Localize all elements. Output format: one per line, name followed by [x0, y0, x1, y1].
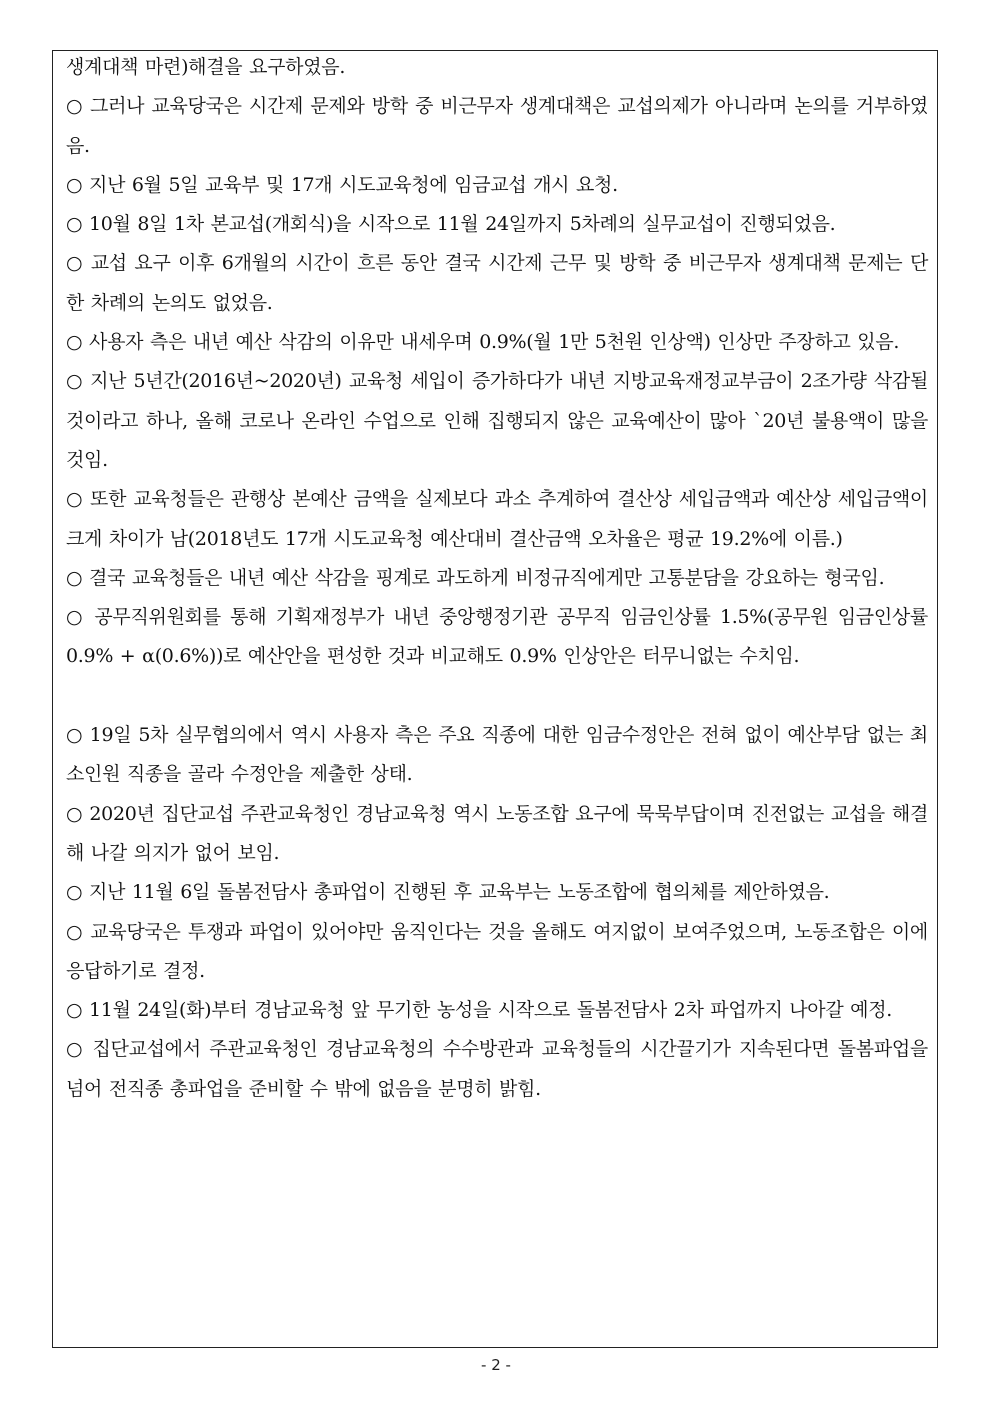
- paragraph: ○ 또한 교육청들은 관행상 본예산 금액을 실제보다 과소 추계하여 결산상 세입금액과 예산상 세입금액이 크게 차이가 남(2018년도 17개 시도교육청 예산대비 결산금액 오차율은 평균 19.2%에 이름.): [66, 488, 928, 550]
- paragraph: 생계대책 마련)해결을 요구하였음.: [66, 56, 346, 78]
- paragraph: ○ 지난 6월 5일 교육부 및 17개 시도교육청에 임금교섭 개시 요청.: [66, 173, 618, 196]
- page-number: - 2 -: [481, 1356, 511, 1374]
- paragraph: ○ 그러나 교육당국은 시간제 문제와 방학 중 비근무자 생계대책은 교섭의제가 아니라며 논의를 거부하였음.: [66, 95, 928, 157]
- blank-line: [66, 677, 928, 716]
- paragraph: ○ 사용자 측은 내년 예산 삭감의 이유만 내세우며 0.9%(월 1만 5천원 인상액) 인상만 주장하고 있음.: [66, 331, 900, 354]
- paragraph: ○ 지난 5년간(2016년~2020년) 교육청 세입이 증가하다가 내년 지방교육재정교부금이 2조가량 삭감될 것이라고 하나, 올해 코로나 온라인 수업으로 인해 집행되지 않은 교육예산이 많아 `20년 불용액이 많을 것임.: [66, 370, 928, 471]
- paragraph: ○ 지난 11월 6일 돌봄전담사 총파업이 진행된 후 교육부는 노동조합에 협의체를 제안하였음.: [66, 881, 830, 904]
- paragraph: ○ 결국 교육청들은 내년 예산 삭감을 핑계로 과도하게 비정규직에게만 고통분담을 강요하는 형국임.: [66, 566, 885, 589]
- paragraph: ○ 19일 5차 실무협의에서 역시 사용자 측은 주요 직종에 대한 임금수정안은 전혀 없이 예산부담 없는 최소인원 직종을 골라 수정안을 제출한 상태.: [66, 724, 928, 786]
- paragraph: ○ 교섭 요구 이후 6개월의 시간이 흐른 동안 결국 시간제 근무 및 방학 중 비근무자 생계대책 문제는 단 한 차례의 논의도 없었음.: [66, 252, 928, 314]
- paragraph: ○ 2020년 집단교섭 주관교육청인 경남교육청 역시 노동조합 요구에 묵묵부답이며 진전없는 교섭을 해결해 나갈 의지가 없어 보임.: [66, 802, 928, 864]
- paragraph: ○ 10월 8일 1차 본교섭(개회식)을 시작으로 11월 24일까지 5차례의 실무교섭이 진행되었음.: [66, 213, 836, 236]
- paragraph: ○ 11월 24일(화)부터 경남교육청 앞 무기한 농성을 시작으로 돌봄전담사 2차 파업까지 나아갈 예정.: [66, 999, 893, 1022]
- paragraph: ○ 공무직위원회를 통해 기획재정부가 내년 중앙행정기관 공무직 임금인상률 1.5%(공무원 임금인상률 0.9% + α(0.6%))로 예산안을 편성한 것과 비교해도 0.9% 인상안은 터무니없는 수치임.: [66, 606, 928, 668]
- paragraph: ○ 교육당국은 투쟁과 파업이 있어야만 움직인다는 것을 올해도 여지없이 보여주었으며, 노동조합은 이에 응답하기로 결정.: [66, 920, 928, 982]
- document-body: [66, 48, 928, 1109]
- paragraph: ○ 집단교섭에서 주관교육청인 경남교육청의 수수방관과 교육청들의 시간끌기가 지속된다면 돌봄파업을 넘어 전직종 총파업을 준비할 수 밖에 없음을 분명히 밝힘.: [66, 1038, 928, 1100]
